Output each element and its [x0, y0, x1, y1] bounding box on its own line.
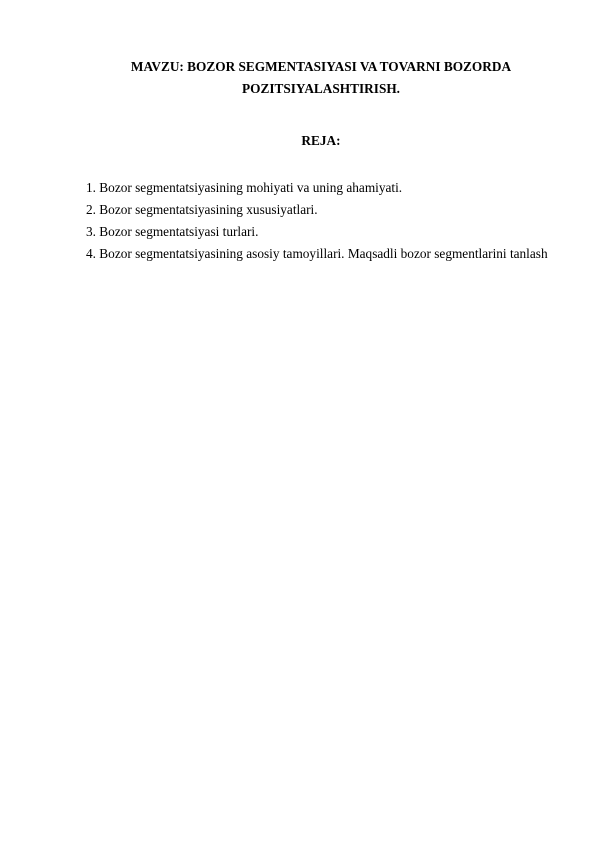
plan-item-2: 2. Bozor segmentatsiyasining xususiyatlari. — [86, 202, 318, 217]
plan-item-3: 3. Bozor segmentatsiyasi turlari. — [86, 224, 259, 239]
plan-item-1: 1. Bozor segmentatsiyasining mohiyati va uning ahamiyati. — [86, 180, 403, 195]
document-title-line-2: POZITSIYALASHTIRISH. — [241, 81, 401, 96]
plan-heading: REJA: — [301, 133, 341, 148]
document-title-line-1: MAVZU: BOZOR SEGMENTASIYASI VA TOVARNI BOZORDA — [130, 59, 512, 74]
plan-item-4: 4. Bozor segmentatsiyasining asosiy tamoyillari. Maqsadli bozor segmentlarini tanlash — [86, 246, 548, 261]
plan-list — [86, 177, 556, 265]
